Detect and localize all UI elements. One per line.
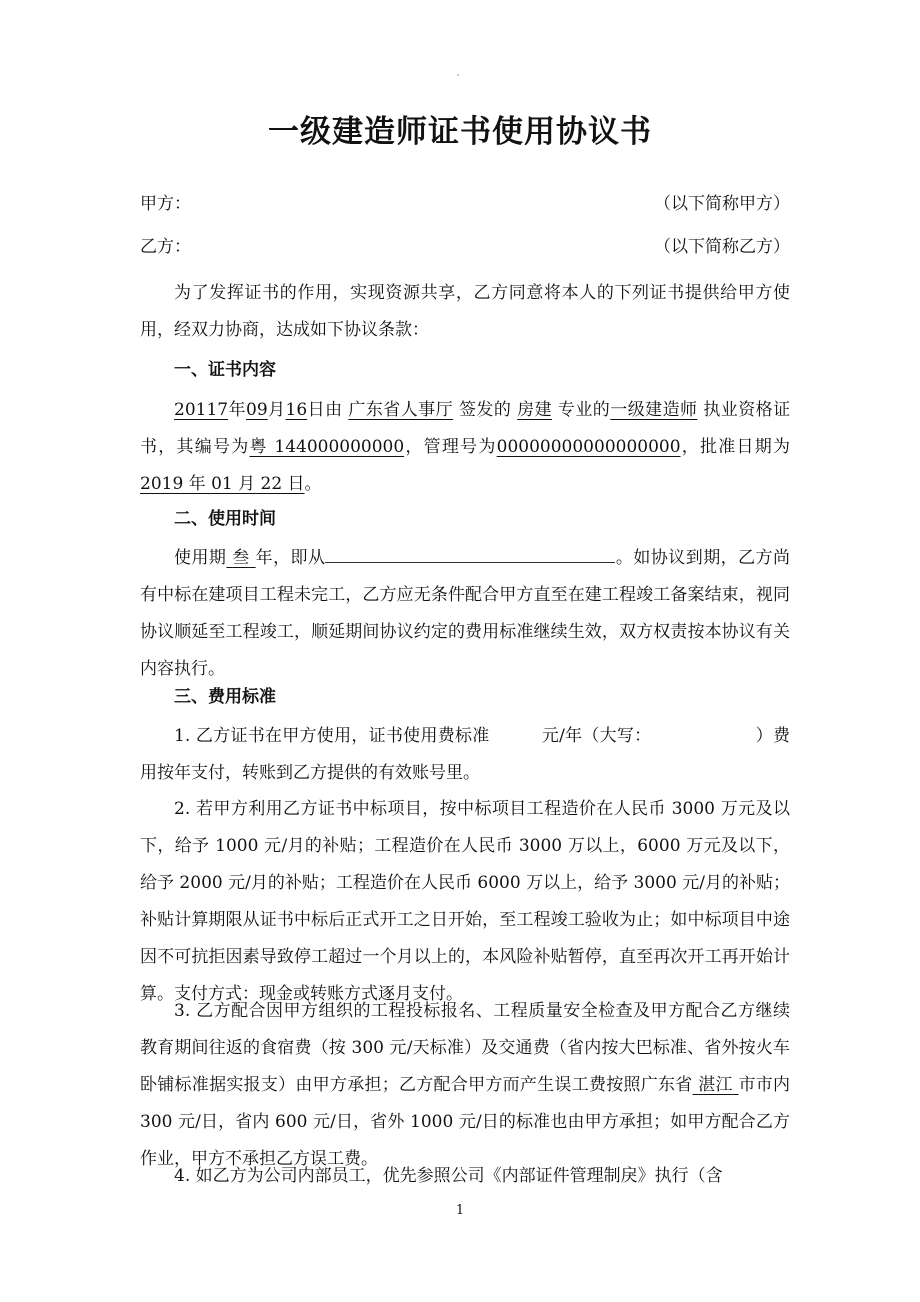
text: 月 xyxy=(267,400,286,420)
qualification: 一级建造师 xyxy=(610,400,698,420)
issuer: 广东省人事厅 xyxy=(348,400,454,420)
party-a-alias: （以下简称甲方） xyxy=(654,194,790,214)
text: 市市内 300 元/日，省内 600 元/日，省外 1000 元/日的标准也由甲方承担；如甲方配合乙方作业，甲方不承担乙方误工费。 xyxy=(140,1075,791,1169)
text: 。 xyxy=(304,474,322,494)
fee-item-3 xyxy=(140,993,790,1178)
fee-item-4: 4. 如乙方为公司内部员工，优先参照公司《内部证件管理制戾》执行（含 xyxy=(174,1166,723,1186)
period-value: 叁 xyxy=(232,548,250,568)
text: 使用期 xyxy=(174,548,227,568)
party-b-label: 乙方： xyxy=(140,237,191,257)
text: 费用按年支付，转账到乙方提供的有效账号里。 xyxy=(140,726,791,783)
party-b-line xyxy=(140,236,790,258)
party-a-line xyxy=(140,193,790,215)
city-value: 湛江 xyxy=(698,1075,733,1095)
date-range-blank xyxy=(325,544,615,563)
text: 年 xyxy=(228,400,246,420)
scan-dot xyxy=(457,74,459,76)
text: 3. 乙方配合因甲方组织的工程投标报名、工程质量安全检查及甲方配合乙方继续教育期间往返的食宿费（按 300 元/天标准）及交通费（省内按大巴标准、省外按火车卧铺标准据实报支）由甲方承担；乙方配合甲方而产生误工费按照广东省 xyxy=(140,1001,790,1095)
approval-date: 2019 年 01 月 22 日 xyxy=(140,474,305,494)
text: 日由 xyxy=(307,400,343,420)
specialty: 房建 xyxy=(517,400,553,420)
certificate-content-paragraph xyxy=(140,392,790,503)
section-1-heading: 一、证书内容 xyxy=(174,360,276,380)
text: ） xyxy=(755,726,774,746)
cert-number: 粤 144000000000 xyxy=(249,437,405,457)
city xyxy=(693,1075,739,1095)
issue-year: 20117 xyxy=(174,400,229,420)
section-3-heading: 三、费用标准 xyxy=(174,687,276,707)
text: 签发的 xyxy=(458,400,512,420)
party-b-alias: （以下简称乙方） xyxy=(654,237,790,257)
text: 。如协议到期，乙方尚有中标在建项目工程未完工，乙方应无条件配合甲方直至在建工程竣工备案结束，视同协议顺延至工程竣工，顺延期间协议约定的费用标准继续生效，双方权责按本协议有关内容执行。 xyxy=(140,548,791,679)
page-number: 1 xyxy=(455,1203,465,1218)
text: 年，即从 xyxy=(255,548,326,568)
intro-paragraph: 为了发挥证书的作用，实现资源共享，乙方同意将本人的下列证书提供给甲方使用，经双力协商，达成如下协议条款： xyxy=(140,283,790,340)
fee-item-2: 2. 若甲方利用乙方证书中标项目，按中标项目工程造价在人民币 3000 万元及以下，给予 1000 元/月的补贴；工程造价在人民币 3000 万以上，6000 万元及以下，给予 2000 元/月的补贴；工程造价在人民币 6000 万以上，给予 3000 元/月的补贴；补贴计算期限从证书中标后正式开工之日开始，至工程竣工验收为止；如中标项目中途因不可抗拒因素导致停工超过一个月以上的，本风险补贴暂停，直至再次开工再开始计算。支付方式：现金或转账方式逐月支付。 xyxy=(140,799,790,1004)
usage-period-years xyxy=(226,548,255,568)
issue-day: 16 xyxy=(285,400,308,420)
management-number: 00000000000000000 xyxy=(496,437,681,457)
text: ，管理号为 xyxy=(404,437,497,457)
text: 专业的 xyxy=(557,400,611,420)
text: 1. 乙方证书在甲方使用，证书使用费标准 xyxy=(174,726,490,746)
document-title: 一级建造师证书使用协议书 xyxy=(268,114,652,150)
section-2-heading: 二、使用时间 xyxy=(174,509,276,529)
usage-period-paragraph xyxy=(140,540,790,688)
fee-item-1 xyxy=(140,718,790,792)
party-a-label: 甲方： xyxy=(140,194,191,214)
text: 元/年（大写： xyxy=(541,726,652,746)
text: 执业资格证书，其编号为 xyxy=(140,400,791,457)
text: ，批准日期为 xyxy=(680,437,791,457)
issue-month: 09 xyxy=(246,400,268,420)
